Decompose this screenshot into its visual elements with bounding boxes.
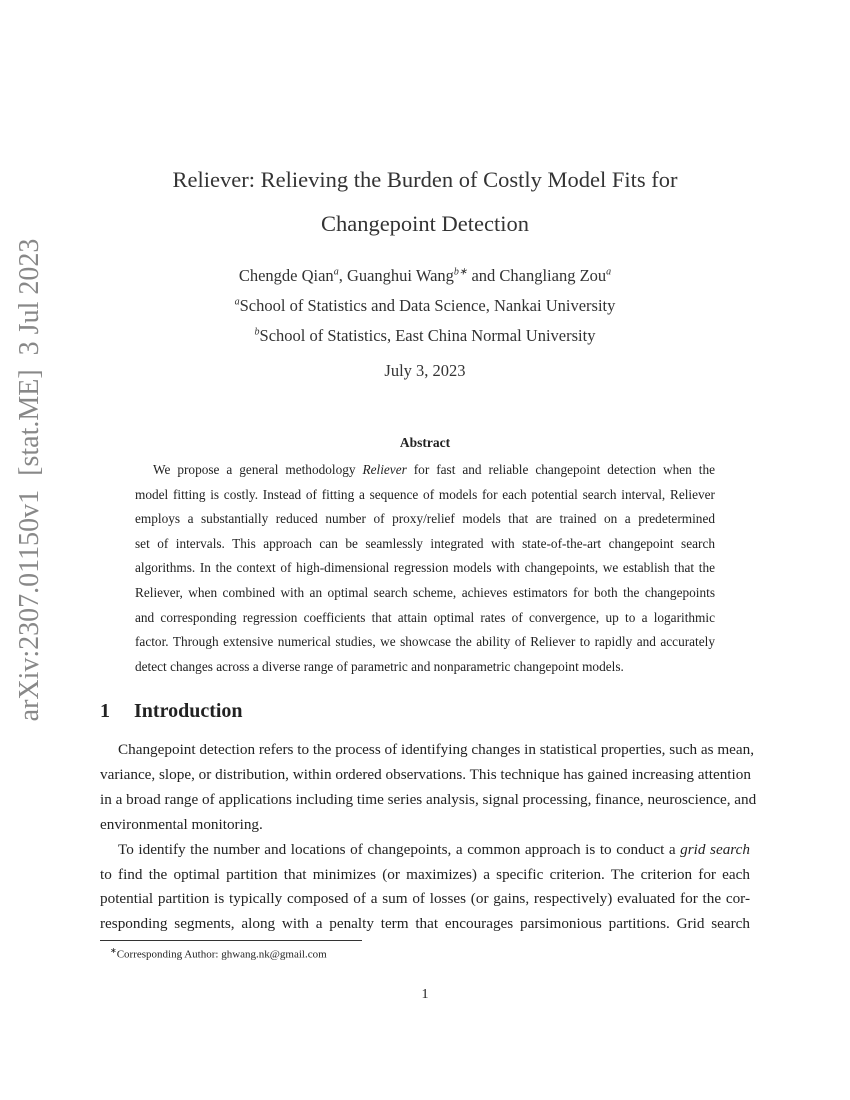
footnote-text: Corresponding Author: ghwang.nk@gmail.com [116,948,327,961]
text-line [135,659,715,675]
section-title: Introduction [134,700,243,722]
arxiv-stamp: arXiv:2307.01150v1 [stat.ME] 3 Jul 2023 [14,238,45,722]
text-line [135,536,715,552]
text-segment: model fitting is costly. Instead of fitting a sequence of models for each potential search interval, Reliever [135,486,715,502]
footnote [110,946,327,961]
section-number: 1 [100,700,110,722]
text-segment: for fast and reliable changepoint detection when the [406,462,715,477]
text-line [100,890,750,908]
text-line [100,741,754,759]
author-list: Chengde Qian$^a$, Guanghui Wang$^{b∗}$ and Changliang Zou$^a$ [238,266,612,285]
text-segment: employs a substantially reduced number of proxy/relief models that are trained on a predetermined [135,511,715,527]
text-segment: detect changes across a diverse range of parametric and nonparametric changepoint models. [135,658,624,674]
text-segment: potential partition is typically composed of a sum of losses (or gains, respectively) evaluated for the cor- [100,890,750,908]
text-segment: Reliever, when combined with an optimal search scheme, achieves estimators for both the changepoints [135,585,715,600]
footnote-rule [100,940,362,941]
text-line [100,915,750,933]
text-segment: environmental monitoring. [100,815,263,833]
section-heading [100,700,243,723]
affiliation-b [0,326,850,346]
author-conjunction: and [467,266,500,285]
text-line [100,816,750,834]
text-line [135,634,715,650]
paper-title-line-1: Reliever: Relieving the Burden of Costly Model Fits for [172,167,678,192]
author-affiliation-mark: a [606,266,612,278]
text-segment: in a broad range of applications including time series analysis, signal processing, finance, neuroscience, and [100,790,757,808]
italic-text: Reliever [362,462,407,477]
text-line [135,585,715,601]
text-segment: Changepoint detection refers to the process of identifying changes in statistical properties, such as mean, [118,741,754,758]
text-line [135,487,715,503]
text-line [135,560,715,576]
text-segment: and corresponding regression coefficients that attain optimal rates of convergence, up to a logarithmic [135,609,715,625]
text-segment: To identify the number and locations of changepoints, a common approach is to conduct a [118,840,681,858]
author-name: Chengde Qian [238,266,334,285]
text-line [135,462,715,478]
italic-text: grid search [680,840,750,858]
page-number: 1 [421,987,429,1002]
text-segment: factor. Through extensive numerical studies, we showcase the ability of Reliever to rapidly and accurately [135,634,715,650]
abstract-heading: Abstract [399,435,451,450]
text-segment: responding segments, along with a penalty term that encourages parsimonious partitions. Grid search [100,915,750,933]
affiliation-mark: a [234,296,240,308]
author-name: Guanghui Wang [346,266,454,285]
paper-date: July 3, 2023 [384,361,466,380]
text-line [100,790,757,809]
text-line [135,610,715,626]
text-segment: We propose a general methodology [153,462,363,477]
affiliation-text: School of Statistics, East China Normal University [259,326,596,345]
text-segment: to find the optimal partition that minimizes (or maximizes) a specific criterion. The criterion for each [100,865,750,883]
text-line [100,866,750,884]
affiliation-mark: b [254,326,260,338]
paper-title-line-2: Changepoint Detection [320,211,530,236]
text-line [135,511,715,527]
author-affiliation-mark: b∗ [453,266,468,278]
footnote-mark: ∗ [110,946,117,955]
text-segment: variance, slope, or distribution, within ordered observations. This technique has gained increasing attention [100,765,751,783]
affiliation-a [0,296,850,316]
text-line [100,841,750,859]
text-line [100,766,750,784]
author-affiliation-mark: a [333,266,339,278]
text-segment: set of intervals. This approach can be seamlessly integrated with state-of-the-art changepoint search [135,535,715,551]
author-name: Changliang Zou [499,266,607,285]
text-segment: algorithms. In the context of high-dimensional regression models with changepoints, we establish that the [135,560,715,576]
affiliation-text: School of Statistics and Data Science, Nankai University [239,296,616,315]
